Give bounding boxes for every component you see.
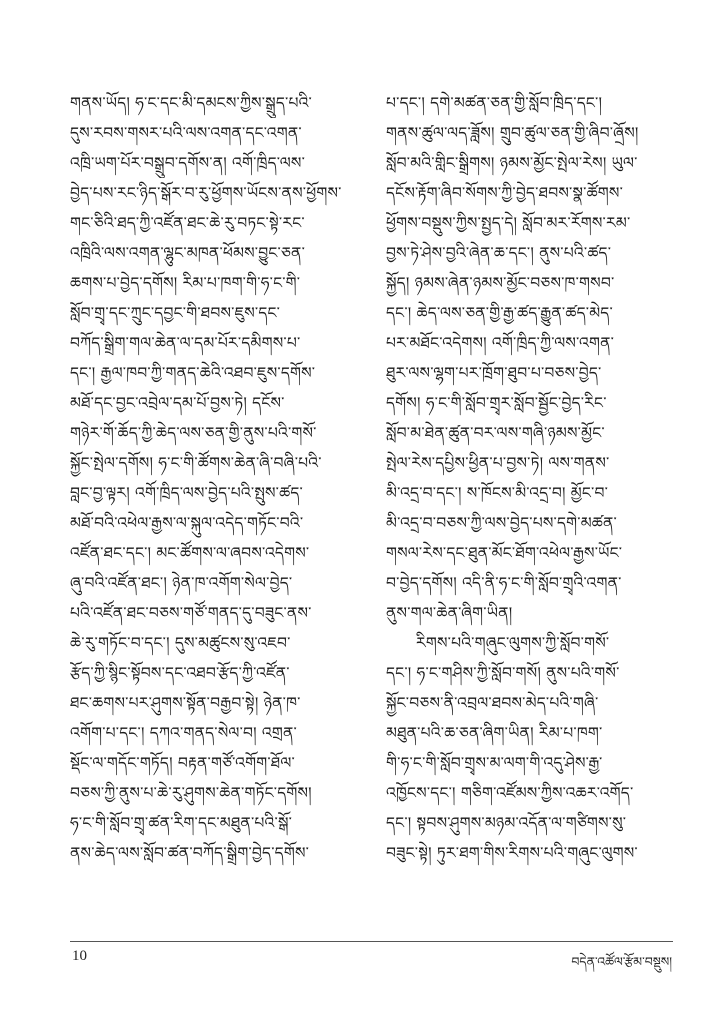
text-line: ཆགས་པ་བྱེད་དགོས། རིམ་པ་ཁག་གི་ཧ་ང་གི་ bbox=[70, 274, 301, 292]
text-line: རྩོད་ཀྱི་སྙིང་སྟོབས་དང་འཐབ་རྩོད་ཀྱི་འཛོན་ bbox=[70, 664, 290, 682]
text-line: འཁྲིའི་ལས་འགན་ལྷུང་མཁན་ཕོམས་བྱུང་ཅན་ bbox=[70, 244, 306, 262]
text-line: མི་འདྲ་བ་བཅས་ཀྱི་ལས་བྱེད་པས་དགེ་མཚན་ bbox=[386, 514, 618, 532]
text-line: རིགས་པའི་གཞུང་ལུགས་ཀྱི་སློབ་གསོ་ bbox=[416, 634, 610, 652]
text-line: ཞུ་བའི་འཛོན་ཐང་། ཉེན་ཁ་འགོག་སེལ་བྱེད་ bbox=[70, 574, 293, 592]
text-line: མི་འདྲ་བ་དང་། ས་ཁོངས་མི་འདྲ་བ། མྱོང་བ་ bbox=[386, 484, 609, 502]
text-line: དང་། རྒྱལ་ཁབ་ཀྱི་གནད་ཆེའི་འཐབ་ཇུས་དགོས་ bbox=[70, 364, 316, 382]
text-line: མཐོ་དང་བྱང་འབྲེལ་དམ་པོ་བྱས་ཏེ། དངོས་ bbox=[70, 394, 285, 412]
text-line: བྱེད་པས་རང་ཉིད་སྒོར་བ་རུ་ཕྱོགས་ཡོངས་ནས་ཕྱོགས་ bbox=[70, 184, 342, 202]
text-line: སློབ་མ་ཐེན་ཚུན་བར་ལས་གཞི་ཉམས་མྱོང་ bbox=[386, 424, 605, 442]
text-line: འགོག་པ་དང་། དཀའ་གནད་སེལ་བ། འགྲན་ bbox=[70, 724, 297, 742]
text-line: བཟུང་སྟེ། ཏུར་ཐག་གིས་རིགས་པའི་གཞུང་ལུགས་ bbox=[386, 844, 638, 862]
text-line: སློབ་གྲྭ་དང་ཀྲུང་དབྱང་གི་ཐབས་ཇུས་དང་ bbox=[70, 304, 281, 322]
text-line: བྱས་ཏེ་ཤེས་བྱའི་ཞེན་ཆ་དང་། ནུས་པའི་ཚད་ bbox=[386, 244, 612, 262]
text-line: ཧ་ང་གི་སློབ་གྲྭ་ཚན་རིག་དང་མཐུན་པའི་སྒོ་ bbox=[70, 814, 293, 832]
text-line: པར་མཐོང་འདེགས། འགོ་ཁྲིད་ཀྱི་ལས་འགན་ bbox=[386, 334, 615, 352]
text-line: གནས་ཚུལ་ལད་ཟློས། གྲུབ་ཚུལ་ཅན་གྱི་ཞིབ་ཞྲོས། bbox=[386, 124, 639, 142]
text-line: པའི་འཛོན་ཐང་བཅས་གཙོ་གནད་དུ་བཟུང་ནས་ bbox=[70, 604, 312, 622]
text-line: དངོས་རྟོག་ཞིབ་སོགས་ཀྱི་བྱེད་ཐབས་སྣ་ཚོགས་ bbox=[386, 184, 624, 202]
text-line: དང་། ཆེད་ལས་ཅན་གྱི་རྒྱ་ཚད་རྒྱུན་ཚད་མེད་ bbox=[386, 304, 613, 322]
text-line: གནས་ཡོད། ཧ་ང་དང་མི་དམངས་ཀྱིས་སྒྲུད་པའི་ bbox=[70, 94, 313, 112]
text-line: འཁྱོངས་དང་། གཅིག་འཛོམས་ཀྱིས་འཆར་འགོད་ bbox=[386, 784, 634, 802]
left-text-column bbox=[70, 88, 355, 868]
text-line: སྤེལ་རེས་དཔྱིས་ཕྱིན་པ་བྱས་ཏེ། ལས་གནས་ bbox=[386, 454, 610, 472]
text-line: དགོས། ཧ་ང་གི་སློབ་གྲྭར་སློབ་སྦྱོང་བྱེད་རིང་ bbox=[386, 394, 607, 412]
text-line: ནུས་གལ་ཆེན་ཞིག་ཡིན། bbox=[386, 604, 513, 622]
text-line: ཆེ་རུ་གཏོང་བ་དང་། དུས་མཚུངས་སུ་འཇབ་ bbox=[70, 634, 291, 652]
text-line: སློབ་མའི་གླིང་སྒྲིགས། ཉམས་མྱོང་སྤེལ་རེས། ཡུལ་ bbox=[386, 154, 638, 172]
text-line: འཛོན་ཐང་དང་། མང་ཚོགས་ལ་ཞབས་འདེགས་ bbox=[70, 544, 310, 562]
text-line: བཅས་ཀྱི་ནུས་པ་ཆེ་རུ་ཤུགས་ཆེན་གཏོང་དགོས། bbox=[70, 784, 312, 802]
text-line: གང་ཅིའི་ཐད་ཀྱི་འཛོན་ཐང་ཆེ་རུ་བཏང་སྟེ་རང་ bbox=[70, 214, 305, 232]
right-text-column bbox=[386, 88, 671, 868]
text-line: དང་། སྟབས་ཤུགས་མཉམ་འདོན་ལ་གཙིགས་སུ་ bbox=[386, 814, 627, 832]
text-line: བཀོད་སྒྲིག་གལ་ཆེན་ལ་དམ་པོར་དམིགས་པ་ bbox=[70, 334, 301, 352]
text-line: གསལ་རེས་དང་ཐུན་མོང་ཐོག་འཕེལ་རྒྱས་ཡོང་ bbox=[386, 544, 623, 562]
text-line: མཐུན་པའི་ཆ་ཅན་ཞིག་ཡིན། རིམ་པ་ཁག་ bbox=[386, 724, 603, 742]
running-footer-title: བདེན་འཚོལ་རྩོམ་བསྡུས། bbox=[571, 954, 672, 969]
text-line: མཐོ་བའི་འཕེལ་རྒྱས་ལ་སྐུལ་འདེད་གཏོང་བའི་ bbox=[70, 514, 304, 532]
text-line: གི་ཧ་ང་གི་སློབ་གྲྭས་མ་ལག་གི་འདུ་ཤེས་རྒྱ་ bbox=[386, 754, 603, 772]
text-line: བླང་བྱ་ལྟར། འགོ་ཁྲིད་ལས་བྱེད་པའི་སྤུས་ཚད་ bbox=[70, 484, 303, 502]
page-number: 10 bbox=[72, 948, 87, 964]
footer-rule bbox=[70, 941, 673, 942]
text-line: ཐུར་ལས་ལྷག་པར་ཁྲོག་ཐུབ་པ་བཅས་བྱེད་ bbox=[386, 364, 602, 382]
text-line: ནས་ཆེད་ལས་སློབ་ཚན་བཀོད་སྒྲིག་བྱེད་དགོས་ bbox=[70, 844, 310, 862]
text-line: སྡོང་ལ་གདོང་གཏོད། བརྟན་གཙོ་འགོག་ཐོལ་ bbox=[70, 754, 295, 772]
text-line: འཁྲི་ཡག་པོར་བསྒྲུབ་དགོས་ན། འགོ་ཁྲིད་ལས་ bbox=[70, 154, 306, 172]
text-line: སྐྱོང་བཅས་ནི་འབྲལ་ཐབས་མེད་པའི་གཞི་ bbox=[386, 694, 599, 712]
text-line: པ་དང་། དགེ་མཚན་ཅན་གྱི་སློབ་ཁྲིད་དང་། bbox=[386, 94, 603, 112]
text-line: སྐྱོང་སྤེལ་དགོས། ཧ་ང་གི་ཚོགས་ཆེན་ཞི་བཞི་པའི་ bbox=[70, 454, 322, 472]
text-line: དུས་རབས་གསར་པའི་ལས་འགན་དང་འགན་ bbox=[70, 124, 302, 142]
text-line: གཉེར་གོ་ཆོད་ཀྱི་ཆེད་ལས་ཅན་གྱི་ནུས་པའི་གསོ་ bbox=[70, 424, 317, 442]
text-line: ཕྱོགས་བསྡུས་ཀྱིས་སྤྱད་དེ། སློབ་མར་རོགས་རམ་ bbox=[386, 214, 631, 232]
text-line: དང་། ཧ་ང་གཤིས་ཀྱི་སློབ་གསོ། ནུས་པའི་གསོ་ bbox=[386, 664, 620, 682]
text-line: སྐྱོད། ཉམས་ཞེན་ཉམས་མྱོང་བཅས་ཁ་གསབ་ bbox=[386, 274, 615, 292]
text-line: ཐང་ཆགས་པར་ཤུགས་སྟོན་བརྒྱབ་སྟེ། ཉེན་ཁ་ bbox=[70, 694, 301, 712]
text-line: བ་བྱེད་དགོས། འདི་ནི་ཧ་ང་གི་སློབ་གྲྭའི་འགན་ bbox=[386, 574, 622, 592]
